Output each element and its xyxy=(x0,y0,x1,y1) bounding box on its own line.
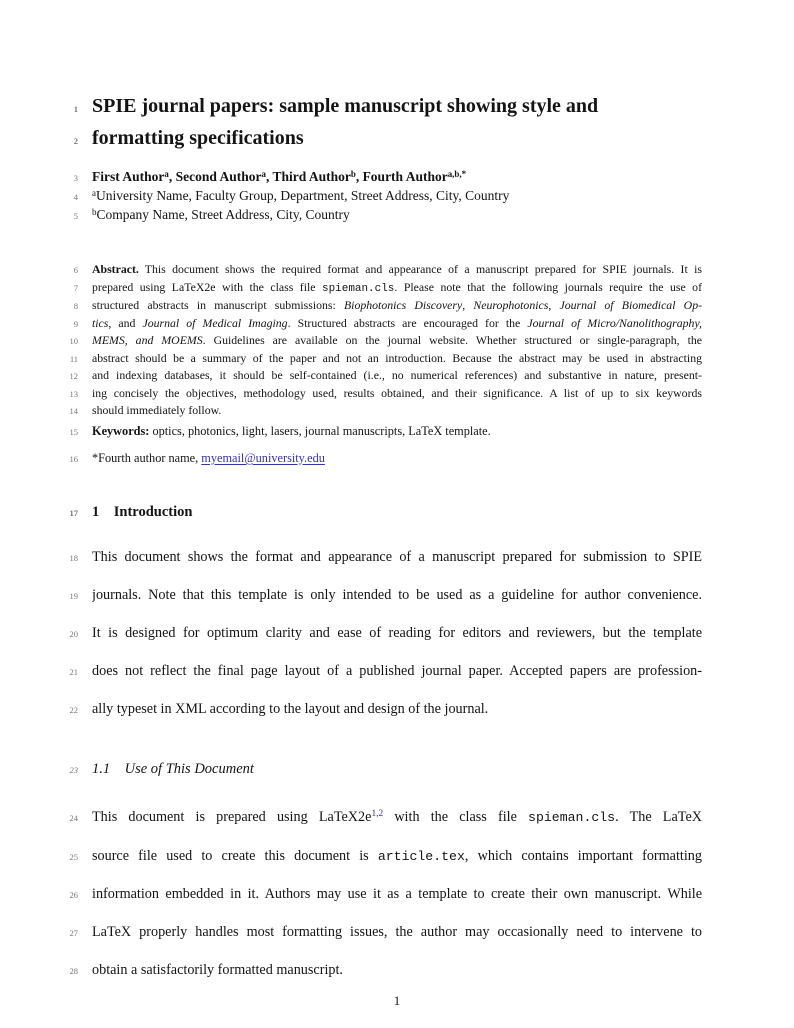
line-number: 20 xyxy=(69,628,78,639)
line-number: 8 xyxy=(73,301,78,311)
text-segment: Journal of Micro/Nanolithography, xyxy=(527,315,702,330)
doc-line xyxy=(0,297,794,315)
line-number: 14 xyxy=(69,406,78,416)
doc-line xyxy=(0,759,794,780)
page-number: 1 xyxy=(393,992,401,1008)
text-segment: abstract should be a summary of the paper and not an introduction. Because the abstract may be used in abstracting xyxy=(92,350,702,365)
line-number: 13 xyxy=(69,388,78,399)
line-number: 6 xyxy=(73,265,78,275)
doc-line xyxy=(0,450,794,468)
text-segment: Company Name, Street Address, City, Country xyxy=(96,207,350,222)
line-text xyxy=(92,385,702,402)
email-link[interactable]: myemail@university.edu xyxy=(201,450,325,465)
doc-line xyxy=(0,914,794,952)
text-segment: b xyxy=(350,168,356,179)
doc-line xyxy=(0,367,794,385)
corresponding-author-block xyxy=(0,450,794,468)
citation-link[interactable]: 1,2 xyxy=(371,809,384,820)
text-segment: journals. Note that this template is only intended to be used as a guideline for author convenience. xyxy=(92,586,702,603)
doc-line xyxy=(0,615,794,653)
intro-paragraph xyxy=(0,539,794,729)
text-segment: a xyxy=(92,187,96,198)
keywords-block xyxy=(0,423,794,441)
text-segment: spieman.cls xyxy=(528,809,616,825)
line-text xyxy=(92,759,702,779)
line-number: 12 xyxy=(69,371,78,381)
text-segment: . Guidelines are available on the journal website. Whether structured or single-paragraph, the xyxy=(202,333,702,347)
line-number: 28 xyxy=(69,965,78,976)
text-segment: , and xyxy=(108,315,143,330)
line-text xyxy=(92,279,702,298)
text-segment: . Please note that the following journals require the use of xyxy=(394,279,702,294)
line-text xyxy=(92,124,702,153)
line-number: 4 xyxy=(73,192,78,202)
text-segment: Keywords: xyxy=(92,423,150,438)
line-number: 9 xyxy=(73,318,78,329)
doc-line xyxy=(0,187,794,206)
text-segment: ally typeset in XML according to the layout and design of the journal. xyxy=(92,700,489,717)
paper-title xyxy=(0,92,794,156)
line-text xyxy=(92,187,702,206)
doc-line xyxy=(0,876,794,914)
subsection-heading-use xyxy=(0,759,794,780)
line-number: 11 xyxy=(69,353,78,364)
text-segment: MEMS, and MOEMS xyxy=(92,333,203,347)
line-number: 1 xyxy=(73,104,78,114)
text-segment: spieman.cls xyxy=(321,282,395,295)
doc-line xyxy=(0,279,794,298)
text-segment: does not reflect the final page layout of a published journal paper. Accepted papers are profession- xyxy=(92,662,702,679)
text-segment: with the class file xyxy=(383,808,529,825)
text-segment: It is designed for optimum clarity and ease of reading for editors and reviewers, but the template xyxy=(92,624,702,641)
line-text xyxy=(92,261,702,278)
text-segment: prepared using LaTeX2e with the class file xyxy=(92,279,322,294)
text-segment: Biophotonics Discovery xyxy=(343,298,463,312)
line-number: 5 xyxy=(73,211,78,221)
use-paragraph xyxy=(0,799,794,990)
doc-line xyxy=(0,124,794,156)
text-segment: , Fourth Author xyxy=(355,169,448,184)
text-segment: Journal of Biomedical Op- xyxy=(559,298,702,312)
text-segment: ing concisely the objectives, methodology used, results obtained, and their significance. A list of up to six keywords xyxy=(92,385,702,400)
text-segment: . The LaTeX xyxy=(615,808,702,825)
text-segment: SPIE journal papers: sample manuscript showing style and xyxy=(92,95,599,117)
line-text xyxy=(92,367,702,384)
text-segment: , which contains important formatting xyxy=(464,847,702,864)
doc-line xyxy=(0,402,794,420)
text-segment: formatting specifications xyxy=(92,127,304,149)
line-number: 17 xyxy=(69,507,78,518)
line-text xyxy=(92,952,702,989)
line-number: 10 xyxy=(69,336,78,346)
text-segment: 1.1 Use of This Document xyxy=(92,760,254,777)
doc-line xyxy=(0,502,794,523)
line-text xyxy=(92,450,702,467)
text-segment: should immediately follow. xyxy=(92,403,222,417)
text-segment: a xyxy=(261,168,266,179)
text-segment: *Fourth author name, xyxy=(92,450,202,465)
text-segment: tics xyxy=(92,315,109,330)
line-number: 26 xyxy=(69,889,78,900)
doc-line xyxy=(0,577,794,615)
line-text xyxy=(92,92,702,121)
line-text xyxy=(92,168,702,187)
line-text xyxy=(92,691,702,728)
line-number: 7 xyxy=(73,282,78,293)
line-text xyxy=(92,799,702,838)
line-text xyxy=(92,539,702,576)
text-segment: Neurophotonics xyxy=(473,298,549,312)
line-text xyxy=(92,315,702,332)
line-text xyxy=(92,502,702,522)
line-text xyxy=(92,423,702,440)
line-text xyxy=(92,838,702,875)
line-number: 15 xyxy=(69,426,78,437)
line-text xyxy=(92,350,702,367)
text-segment: structured abstracts in manuscript submissions: xyxy=(92,298,344,312)
doc-line xyxy=(0,838,794,876)
text-segment: information embedded in it. Authors may use it as a template to create their own manuscript. While xyxy=(92,885,702,902)
text-segment: Journal of Medical Imaging xyxy=(142,315,288,330)
text-segment: University Name, Faculty Group, Department, Street Address, City, Country xyxy=(95,188,510,203)
line-text xyxy=(92,577,702,614)
abstract-block xyxy=(0,261,794,420)
text-segment: a,b,* xyxy=(447,168,467,179)
text-segment: optics, photonics, light, lasers, journal manuscripts, LaTeX template. xyxy=(149,423,491,438)
section-heading-introduction xyxy=(0,502,794,523)
line-text xyxy=(92,914,702,951)
line-number: 2 xyxy=(73,136,78,146)
doc-line xyxy=(0,332,794,350)
doc-line xyxy=(0,691,794,729)
text-segment: LaTeX properly handles most formatting issues, the author may occasionally need to intervene to xyxy=(92,923,702,940)
doc-line xyxy=(0,315,794,333)
line-number: 3 xyxy=(73,173,78,183)
text-segment: source file used to create this document is xyxy=(92,847,378,864)
text-segment: b xyxy=(92,206,97,217)
doc-line xyxy=(0,539,794,577)
line-text xyxy=(92,876,702,913)
line-number: 22 xyxy=(69,704,78,715)
doc-line xyxy=(0,423,794,441)
doc-line xyxy=(0,350,794,368)
line-number: 18 xyxy=(69,552,78,563)
line-text xyxy=(92,653,702,690)
text-segment: 1 Introduction xyxy=(92,503,193,520)
text-segment: and indexing databases, it should be self-contained (i.e., no numerical references) and substantive in nature, present- xyxy=(92,368,702,382)
doc-line xyxy=(0,206,794,225)
text-segment: Abstract. xyxy=(92,262,139,276)
text-segment: , Third Author xyxy=(265,169,351,184)
line-number: 25 xyxy=(69,851,78,862)
doc-line xyxy=(0,952,794,990)
line-number: 24 xyxy=(69,812,78,823)
text-segment: a xyxy=(164,168,169,179)
line-number: 19 xyxy=(69,590,78,601)
doc-line xyxy=(0,261,794,279)
text-segment: This document is prepared using LaTeX2e xyxy=(92,808,372,825)
line-number: 23 xyxy=(69,764,78,775)
text-segment: . Structured abstracts are encouraged for the xyxy=(287,315,528,330)
doc-line xyxy=(0,92,794,124)
doc-line xyxy=(0,168,794,187)
doc-line xyxy=(0,653,794,691)
line-text xyxy=(92,402,702,419)
doc-line xyxy=(0,799,794,838)
text-segment: article.tex xyxy=(377,848,465,864)
line-text xyxy=(92,206,702,225)
line-number: 16 xyxy=(69,453,78,464)
text-segment: , xyxy=(548,298,560,312)
text-segment: This document shows the required format and appearance of a manuscript prepared for SPIE journals. It is xyxy=(138,262,702,276)
line-text xyxy=(92,297,702,314)
text-segment: , Second Author xyxy=(168,169,262,184)
text-segment: , xyxy=(462,298,474,312)
line-text xyxy=(92,615,702,652)
text-segment: This document shows the format and appearance of a manuscript prepared for submission to SPIE xyxy=(92,548,702,565)
line-number: 27 xyxy=(69,927,78,938)
line-text xyxy=(92,332,702,349)
text-segment: obtain a satisfactorily formatted manuscript. xyxy=(92,961,343,978)
doc-line xyxy=(0,385,794,403)
line-number: 21 xyxy=(69,666,78,677)
authors-block xyxy=(0,168,794,225)
text-segment: First Author xyxy=(92,169,165,184)
